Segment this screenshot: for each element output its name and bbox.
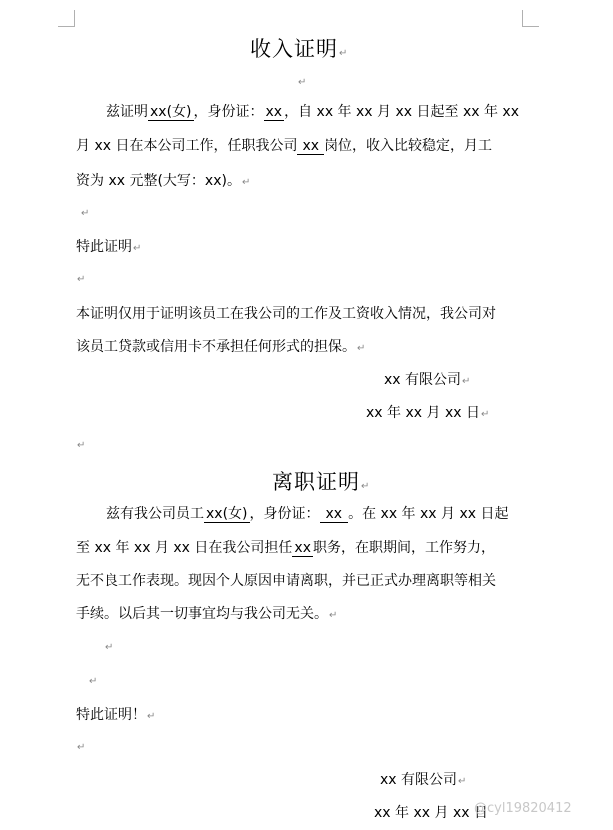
paragraph-mark-icon: ↵ (77, 742, 86, 753)
text-run: 职务，在职期间，工作努力， (313, 540, 495, 556)
text-run: 无不良工作表现。现因个人原因申请离职，并已正式办理离职等相关 (76, 573, 496, 589)
income-company-signature (384, 369, 470, 389)
text-run: xx 年 xx 月 xx 日 (366, 405, 480, 421)
paragraph-mark-icon: ↵ (133, 243, 142, 254)
text-run: 兹证明 (106, 104, 148, 120)
id-number-field: xx (265, 104, 283, 120)
text-run: ，身份证： (249, 506, 320, 522)
resignation-company-signature (380, 769, 466, 789)
text-run: 该员工贷款或信用卡不承担任何形式的担保。 (76, 339, 356, 355)
position-field: xx (294, 540, 311, 556)
resignation-para-line-1 (106, 503, 509, 523)
text-run: 手续。以后其一切事宜均与我公司无关。 (76, 606, 328, 622)
crop-mark-top-right (522, 10, 539, 27)
income-special-statement (76, 236, 141, 256)
empty-paragraph (297, 73, 306, 89)
paragraph-mark-icon: ↵ (458, 776, 467, 787)
paragraph-mark-icon: ↵ (105, 642, 114, 653)
text-run: xx 有限公司 (384, 372, 462, 388)
text-run: xx 有限公司 (380, 772, 458, 788)
resignation-para-line-4 (76, 603, 337, 623)
position-field: xx (297, 138, 324, 155)
text-run: 至 xx 年 xx 月 xx 日在我公司担任 (76, 540, 293, 556)
empty-paragraph (76, 270, 85, 286)
income-para-line-3 (76, 170, 250, 190)
empty-paragraph (76, 738, 85, 754)
paragraph-mark-icon: ↵ (81, 208, 90, 219)
paragraph-mark-icon: ↵ (339, 48, 349, 59)
paragraph-mark-icon: ↵ (241, 177, 251, 188)
resignation-certificate-title (272, 466, 370, 496)
income-date (366, 402, 489, 422)
income-certificate-title (250, 33, 348, 63)
resignation-para-line-3 (76, 570, 496, 590)
paragraph-mark-icon: ↵ (77, 274, 86, 285)
paragraph-mark-icon: ↵ (462, 376, 471, 387)
text-run: 本证明仅用于证明该员工在我公司的工作及工资收入情况，我公司对 (76, 306, 496, 322)
paragraph-mark-icon: ↵ (361, 481, 371, 492)
text-run: 特此证明！ (76, 707, 146, 723)
employee-name-field: xx(女) (150, 104, 192, 120)
resignation-date (374, 802, 488, 822)
empty-paragraph (80, 204, 89, 220)
income-note-line-1 (76, 303, 496, 323)
empty-paragraph (104, 638, 113, 654)
text-run: 兹有我公司员工 (106, 506, 204, 522)
id-number-field: xx (320, 506, 349, 523)
text-run: 岗位，收入比较稳定，月工 (324, 138, 493, 154)
text-run: 资为 xx 元整(大写：xx)。 (76, 173, 241, 189)
text-run: 特此证明 (76, 239, 132, 255)
resignation-para-line-2 (76, 537, 495, 557)
text-run: xx 年 xx 月 xx 日 (374, 805, 488, 821)
paragraph-mark-icon: ↵ (357, 343, 366, 354)
paragraph-mark-icon: ↵ (480, 409, 490, 420)
crop-mark-top-left (58, 10, 75, 27)
paragraph-mark-icon: ↵ (77, 440, 86, 451)
text-run: 。在 xx 年 xx 月 xx 日起 (348, 506, 509, 522)
resignation-special-statement (76, 704, 155, 724)
employee-name-field: xx(女) (206, 506, 248, 522)
text-run: ，自 xx 年 xx 月 xx 日起至 xx 年 xx (284, 104, 519, 120)
income-para-line-2 (76, 135, 492, 155)
resignation-title-text: 离职证明 (272, 470, 360, 494)
paragraph-mark-icon: ↵ (89, 676, 98, 687)
paragraph-mark-icon: ↵ (147, 711, 156, 722)
income-title-text: 收入证明 (250, 37, 338, 61)
income-para-line-1 (106, 101, 519, 121)
paragraph-mark-icon: ↵ (329, 610, 338, 621)
text-run: 月 xx 日在本公司工作，任职我公司 (76, 138, 298, 154)
watermark: @cyl19820412 (474, 801, 572, 816)
text-run: ，身份证： (193, 104, 264, 120)
empty-paragraph (76, 436, 85, 452)
empty-paragraph (88, 672, 97, 688)
income-note-line-2 (76, 336, 365, 356)
paragraph-mark-icon: ↵ (298, 77, 307, 88)
